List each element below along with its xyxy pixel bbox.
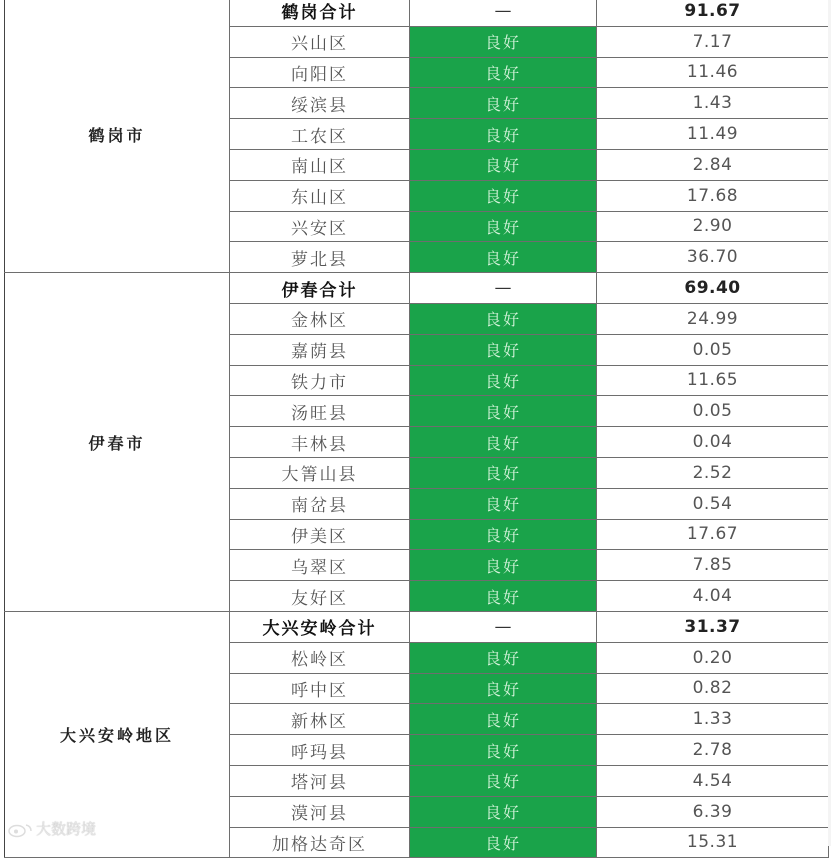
quality-level-badge: 良好 [410,88,597,119]
value-cell: 17.68 [597,180,829,211]
county-name-cell: 兴安区 [230,211,410,242]
total-level-cell: — [410,611,597,642]
value-cell: 0.54 [597,488,829,519]
quality-level-badge: 良好 [410,488,597,519]
total-value-cell: 69.40 [597,273,829,304]
county-name-cell: 南岔县 [230,488,410,519]
weibo-icon [8,822,34,838]
value-cell: 6.39 [597,796,829,827]
total-name-cell: 大兴安岭合计 [230,611,410,642]
value-cell: 0.04 [597,427,829,458]
value-cell: 11.46 [597,57,829,88]
value-cell: 7.85 [597,550,829,581]
county-name-cell: 加格达奇区 [230,827,410,858]
value-cell: 0.05 [597,396,829,427]
county-name-cell: 呼玛县 [230,735,410,766]
county-name-cell: 塔河县 [230,765,410,796]
county-name-cell: 呼中区 [230,673,410,704]
county-name-cell: 漠河县 [230,796,410,827]
quality-level-badge: 良好 [410,457,597,488]
county-name-cell: 绥滨县 [230,88,410,119]
value-cell: 2.52 [597,457,829,488]
total-row [5,611,829,642]
value-cell: 1.33 [597,704,829,735]
county-name-cell: 南山区 [230,149,410,180]
total-row [5,0,829,26]
value-cell: 2.90 [597,211,829,242]
value-cell: 4.54 [597,765,829,796]
value-cell: 1.43 [597,88,829,119]
total-name-cell: 伊春合计 [230,273,410,304]
total-value-cell: 31.37 [597,611,829,642]
quality-level-badge: 良好 [410,396,597,427]
value-cell: 11.49 [597,119,829,150]
total-level-cell: — [410,273,597,304]
value-cell: 24.99 [597,303,829,334]
county-name-cell: 友好区 [230,581,410,612]
county-name-cell: 兴山区 [230,26,410,57]
county-name-cell: 铁力市 [230,365,410,396]
value-cell: 4.04 [597,581,829,612]
county-name-cell: 嘉荫县 [230,334,410,365]
quality-level-badge: 良好 [410,211,597,242]
quality-level-badge: 良好 [410,796,597,827]
county-name-cell: 东山区 [230,180,410,211]
quality-level-badge: 良好 [410,242,597,273]
quality-level-badge: 良好 [410,334,597,365]
value-cell: 2.78 [597,735,829,766]
quality-level-badge: 良好 [410,57,597,88]
total-level-cell: — [410,0,597,26]
county-name-cell: 松岭区 [230,642,410,673]
quality-level-badge: 良好 [410,26,597,57]
table-body [5,0,829,858]
county-name-cell: 乌翠区 [230,550,410,581]
county-name-cell: 向阳区 [230,57,410,88]
county-name-cell: 新林区 [230,704,410,735]
value-cell: 2.84 [597,149,829,180]
quality-level-badge: 良好 [410,365,597,396]
quality-level-badge: 良好 [410,427,597,458]
quality-level-badge: 良好 [410,581,597,612]
quality-level-badge: 良好 [410,550,597,581]
quality-level-badge: 良好 [410,735,597,766]
water-quality-table [4,0,829,858]
county-name-cell: 大箐山县 [230,457,410,488]
quality-level-badge: 良好 [410,149,597,180]
quality-level-badge: 良好 [410,673,597,704]
value-cell: 0.05 [597,334,829,365]
value-cell: 36.70 [597,242,829,273]
county-name-cell: 汤旺县 [230,396,410,427]
value-cell: 7.17 [597,26,829,57]
quality-level-badge: 良好 [410,765,597,796]
county-name-cell: 工农区 [230,119,410,150]
quality-level-badge: 良好 [410,642,597,673]
value-cell: 17.67 [597,519,829,550]
quality-level-badge: 良好 [410,303,597,334]
watermark [8,818,96,839]
county-name-cell: 萝北县 [230,242,410,273]
county-name-cell: 伊美区 [230,519,410,550]
value-cell: 15.31 [597,827,829,858]
value-cell: 0.20 [597,642,829,673]
total-value-cell: 91.67 [597,0,829,26]
watermark-text: 大数跨境 [36,820,97,838]
total-name-cell: 鹤岗合计 [230,0,410,26]
city-name-cell: 鹤岗市 [5,0,230,273]
city-name-cell: 大兴安岭地区 [5,611,230,857]
value-cell: 11.65 [597,365,829,396]
county-name-cell: 丰林县 [230,427,410,458]
quality-level-badge: 良好 [410,119,597,150]
value-cell: 0.82 [597,673,829,704]
county-name-cell: 金林区 [230,303,410,334]
quality-level-badge: 良好 [410,519,597,550]
city-name-cell: 伊春市 [5,273,230,612]
total-row [5,273,829,304]
quality-level-badge: 良好 [410,827,597,858]
quality-level-badge: 良好 [410,704,597,735]
quality-level-badge: 良好 [410,180,597,211]
